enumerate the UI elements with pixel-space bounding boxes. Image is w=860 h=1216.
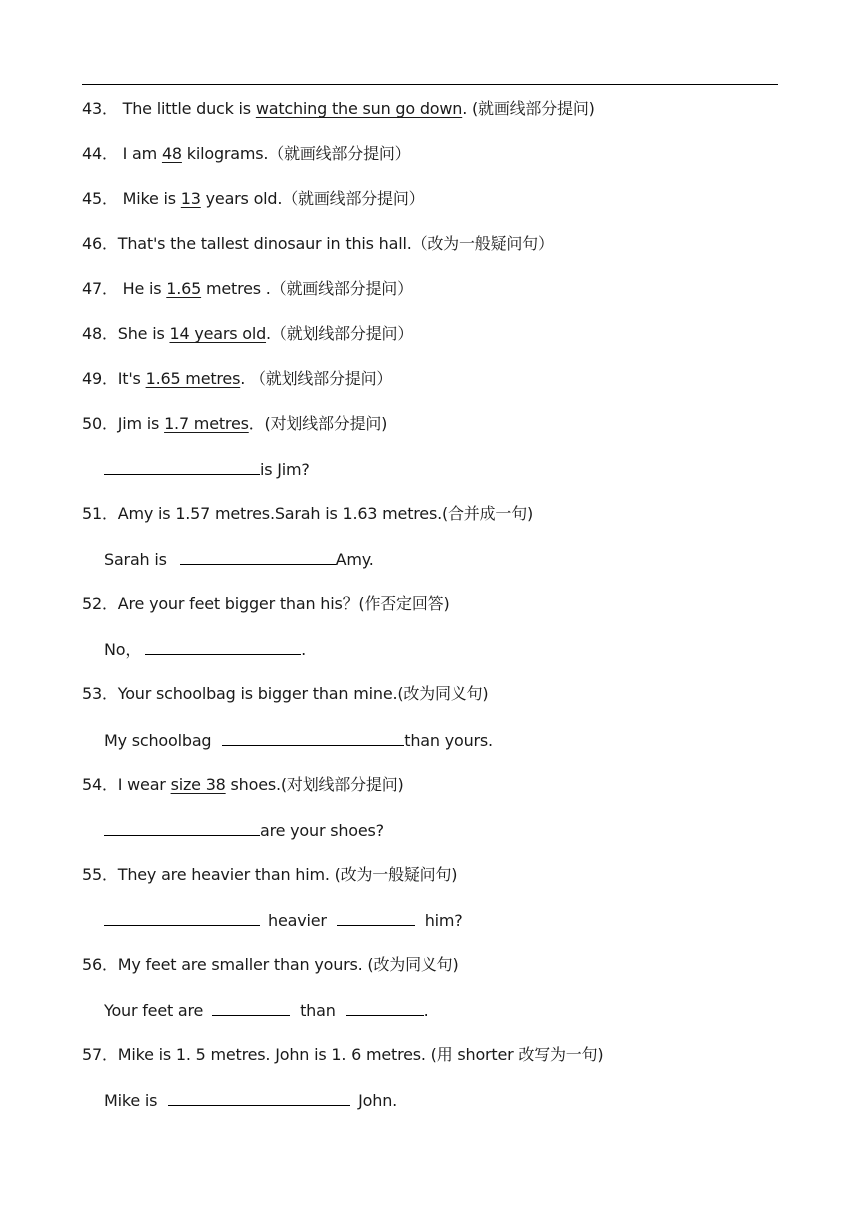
answer-line-57 bbox=[104, 1089, 397, 1112]
answer-line-53 bbox=[104, 729, 493, 752]
question-number: 45． bbox=[82, 189, 118, 208]
question-instruction: .（就划线部分提问） bbox=[266, 324, 414, 343]
answer-text: No， bbox=[104, 640, 142, 659]
underlined-part: size 38 bbox=[170, 775, 226, 794]
answer-text: John. bbox=[358, 1091, 398, 1110]
answer-blank[interactable] bbox=[104, 819, 260, 836]
answer-blank[interactable] bbox=[104, 909, 260, 926]
question-47 bbox=[82, 278, 413, 300]
question-number: 46． bbox=[82, 234, 118, 253]
underlined-part: 48 bbox=[161, 144, 182, 163]
question-text: I am bbox=[117, 144, 162, 163]
answer-blank[interactable] bbox=[222, 729, 404, 746]
question-instruction: shoes.(对划线部分提问) bbox=[225, 775, 404, 794]
question-number: 47． bbox=[82, 279, 118, 298]
answer-blank[interactable] bbox=[346, 999, 424, 1016]
answer-text: is Jim? bbox=[260, 460, 310, 479]
answer-blank[interactable] bbox=[337, 909, 415, 926]
underlined-part: 14 years old bbox=[169, 324, 267, 343]
question-44 bbox=[82, 143, 411, 165]
header-rule bbox=[82, 84, 778, 85]
answer-text: . bbox=[423, 1001, 429, 1020]
question-instruction: kilograms.（就画线部分提问） bbox=[181, 144, 411, 163]
answer-text: . bbox=[301, 640, 307, 659]
answer-text: are your shoes? bbox=[260, 821, 384, 840]
answer-line-56 bbox=[104, 999, 429, 1022]
question-50 bbox=[82, 413, 387, 435]
question-53 bbox=[82, 683, 488, 705]
answer-blank[interactable] bbox=[212, 999, 290, 1016]
question-text: Mike is bbox=[117, 189, 181, 208]
question-number: 56． bbox=[82, 955, 118, 974]
answer-text: Amy. bbox=[335, 550, 374, 569]
answer-blank[interactable] bbox=[180, 548, 336, 565]
question-45 bbox=[82, 188, 424, 210]
answer-text: heavier bbox=[268, 911, 327, 930]
question-52 bbox=[82, 593, 449, 615]
question-number: 55． bbox=[82, 865, 118, 884]
question-text: The little duck is bbox=[117, 99, 256, 118]
question-number: 57． bbox=[82, 1045, 118, 1064]
answer-line-51 bbox=[104, 548, 374, 571]
answer-text: him? bbox=[424, 911, 463, 930]
answer-blank[interactable] bbox=[104, 458, 260, 475]
answer-text: Your feet are bbox=[104, 1001, 209, 1020]
question-number: 52． bbox=[82, 594, 118, 613]
underlined-part: 1.65 metres bbox=[145, 369, 241, 388]
answer-text: than yours. bbox=[404, 731, 493, 750]
question-43 bbox=[82, 98, 595, 120]
question-56 bbox=[82, 954, 459, 976]
question-number: 44． bbox=[82, 144, 118, 163]
question-48 bbox=[82, 323, 413, 345]
question-51 bbox=[82, 503, 533, 525]
question-46 bbox=[82, 233, 554, 255]
question-text: My feet are smaller than yours. (改为同义句) bbox=[117, 955, 459, 974]
question-text: That's the tallest dinosaur in this hall.（改为一般疑问句） bbox=[117, 234, 554, 253]
question-instruction: . (就画线部分提问) bbox=[462, 99, 595, 118]
question-instruction: metres .（就画线部分提问） bbox=[201, 279, 413, 298]
answer-line-50 bbox=[104, 458, 310, 481]
question-instruction: . （就划线部分提问） bbox=[240, 369, 393, 388]
answer-blank[interactable] bbox=[168, 1089, 350, 1106]
question-number: 54． bbox=[82, 775, 118, 794]
underlined-part: 1.65 bbox=[166, 279, 202, 298]
question-number: 51． bbox=[82, 504, 118, 523]
underlined-part: 13 bbox=[180, 189, 201, 208]
answer-text: My schoolbag bbox=[104, 731, 217, 750]
answer-line-54 bbox=[104, 819, 384, 842]
question-57 bbox=[82, 1044, 603, 1066]
question-text: Your schoolbag is bigger than mine.(改为同义句) bbox=[117, 684, 489, 703]
question-number: 48． bbox=[82, 324, 118, 343]
question-text: Amy is 1.57 metres.Sarah is 1.63 metres.(合并成一句) bbox=[117, 504, 534, 523]
question-text: She is bbox=[117, 324, 170, 343]
answer-line-55 bbox=[104, 909, 463, 932]
question-55 bbox=[82, 864, 457, 886]
answer-text: Mike is bbox=[104, 1091, 163, 1110]
question-text: They are heavier than him. (改为一般疑问句) bbox=[117, 865, 458, 884]
question-49 bbox=[82, 368, 392, 390]
question-number: 50． bbox=[82, 414, 118, 433]
question-text: He is bbox=[117, 279, 167, 298]
question-text: Mike is 1. 5 metres. John is 1. 6 metres. (用 shorter 改写为一句) bbox=[117, 1045, 604, 1064]
question-text: Jim is bbox=[117, 414, 165, 433]
underlined-part: 1.7 metres bbox=[164, 414, 249, 433]
answer-blank[interactable] bbox=[145, 638, 301, 655]
answer-line-52 bbox=[104, 638, 306, 661]
underlined-part: watching the sun go down bbox=[255, 99, 463, 118]
question-text: Are your feet bigger than his？(作否定回答) bbox=[117, 594, 450, 613]
question-number: 43． bbox=[82, 99, 118, 118]
answer-text: than bbox=[300, 1001, 336, 1020]
question-instruction: years old.（就画线部分提问） bbox=[200, 189, 425, 208]
question-number: 53． bbox=[82, 684, 118, 703]
question-text: It's bbox=[117, 369, 146, 388]
question-instruction: ．(对划线部分提问) bbox=[248, 414, 388, 433]
answer-text: Sarah is bbox=[104, 550, 172, 569]
question-54 bbox=[82, 774, 404, 796]
question-number: 49． bbox=[82, 369, 118, 388]
question-text: I wear bbox=[117, 775, 171, 794]
